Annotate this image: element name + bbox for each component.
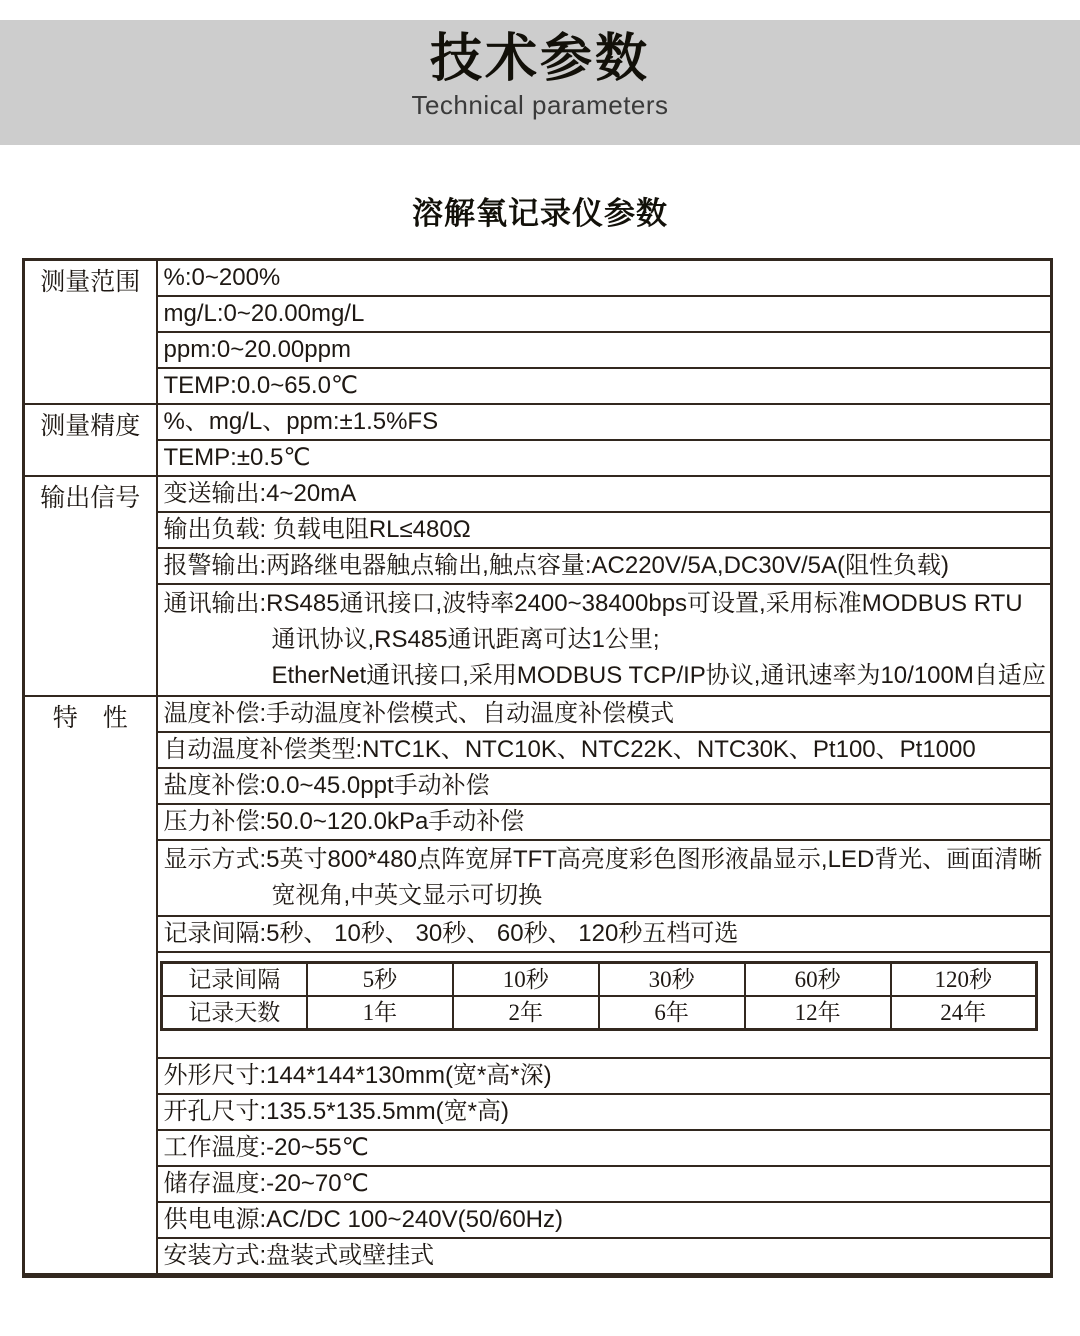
spec-line: 通讯输出:RS485通讯接口,波特率2400~38400bps可设置,采用标准MODBUS RTU: [163, 590, 1023, 617]
record-cell: 120秒: [891, 963, 1037, 997]
table-row: [24, 804, 1052, 840]
record-cell: 12年: [745, 996, 891, 1030]
spec-table: [22, 258, 1053, 1278]
record-cell: 2年: [453, 996, 599, 1030]
spec-cell: 外形尺寸:144*144*130mm(宽*高*深): [157, 1058, 1052, 1094]
spec-cell: 输出负载: 负载电阻RL≤480Ω: [157, 512, 1052, 548]
spec-cell-comm-output: [157, 584, 1052, 696]
spec-line: EtherNet通讯接口,采用MODBUS TCP/IP协议,通讯速率为10/100M自适应: [271, 662, 1046, 689]
record-cell: 5秒: [307, 963, 453, 997]
spec-cell: 记录间隔:5秒、 10秒、 30秒、 60秒、 120秒五档可选: [157, 916, 1052, 952]
record-interval-row: [161, 963, 1037, 997]
record-table-cell: [157, 952, 1052, 1058]
table-row: [24, 1094, 1052, 1130]
record-cell: 记录天数: [161, 996, 307, 1030]
table-row: [24, 1166, 1052, 1202]
record-cell: 1年: [307, 996, 453, 1030]
spec-cell: 开孔尺寸:135.5*135.5mm(宽*高): [157, 1094, 1052, 1130]
spec-cell: 压力补偿:50.0~120.0kPa手动补偿: [157, 804, 1052, 840]
spec-section-label-output: 输出信号: [24, 476, 157, 696]
spec-cell: 报警输出:两路继电器触点输出,触点容量:AC220V/5A,DC30V/5A(阻性负载): [157, 548, 1052, 584]
spec-cell: ppm:0~20.00ppm: [157, 332, 1052, 368]
page-title: 技术参数: [429, 30, 650, 88]
record-cell: 24年: [891, 996, 1037, 1030]
spec-cell: 工作温度:-20~55℃: [157, 1130, 1052, 1166]
table-row: [24, 512, 1052, 548]
table-row: [24, 840, 1052, 916]
spec-section-label-features: 特 性: [24, 696, 157, 1276]
table-row: [24, 952, 1052, 1058]
spec-cell: 安装方式:盘装式或壁挂式: [157, 1238, 1052, 1276]
table-row: [24, 1130, 1052, 1166]
spec-cell: 储存温度:-20~70℃: [157, 1166, 1052, 1202]
record-cell: 10秒: [453, 963, 599, 997]
table-row: [24, 548, 1052, 584]
spec-cell: %、mg/L、ppm:±1.5%FS: [157, 404, 1052, 440]
spec-cell: 变送输出:4~20mA: [157, 476, 1052, 512]
record-table: [160, 961, 1039, 1031]
record-cell: 记录间隔: [161, 963, 307, 997]
table-row: [24, 404, 1052, 440]
header-band: [0, 20, 1080, 145]
spec-cell: %:0~200%: [157, 260, 1052, 297]
spec-line: 宽视角,中英文显示可切换: [271, 882, 543, 909]
table-row: [24, 260, 1052, 297]
spec-cell: TEMP:0.0~65.0℃: [157, 368, 1052, 404]
spec-section-label-accuracy: 测量精度: [24, 404, 157, 476]
table-row: [24, 296, 1052, 332]
spec-cell: 盐度补偿:0.0~45.0ppt手动补偿: [157, 768, 1052, 804]
spec-line: 显示方式:5英寸800*480点阵宽屏TFT高亮度彩色图形液晶显示,LED背光、画面清晰: [163, 846, 1043, 873]
page-subtitle: Technical parameters: [411, 89, 669, 120]
record-cell: 6年: [599, 996, 745, 1030]
record-cell: 60秒: [745, 963, 891, 997]
table-row: [24, 368, 1052, 404]
table-row: [24, 440, 1052, 476]
spec-cell-display: [157, 840, 1052, 916]
spec-cell: 温度补偿:手动温度补偿模式、自动温度补偿模式: [157, 696, 1052, 732]
spec-cell: 供电电源:AC/DC 100~240V(50/60Hz): [157, 1202, 1052, 1238]
table-row: [24, 1058, 1052, 1094]
table-row: [24, 732, 1052, 768]
table-row: [24, 584, 1052, 696]
table-row: [24, 1202, 1052, 1238]
table-row: [24, 332, 1052, 368]
spec-cell: mg/L:0~20.00mg/L: [157, 296, 1052, 332]
spec-line: 通讯协议,RS485通讯距离可达1公里;: [271, 626, 660, 653]
table-row: [24, 696, 1052, 732]
table-row: [24, 476, 1052, 512]
spec-cell: 自动温度补偿类型:NTC1K、NTC10K、NTC22K、NTC30K、Pt100、Pt1000: [157, 732, 1052, 768]
record-days-row: [161, 996, 1037, 1030]
table-row: [24, 916, 1052, 952]
table-row: [24, 1238, 1052, 1276]
table-row: [24, 768, 1052, 804]
spec-section-label-range: 测量范围: [24, 260, 157, 405]
record-cell: 30秒: [599, 963, 745, 997]
spec-cell: TEMP:±0.5℃: [157, 440, 1052, 476]
section-title: 溶解氧记录仪参数: [412, 196, 668, 231]
